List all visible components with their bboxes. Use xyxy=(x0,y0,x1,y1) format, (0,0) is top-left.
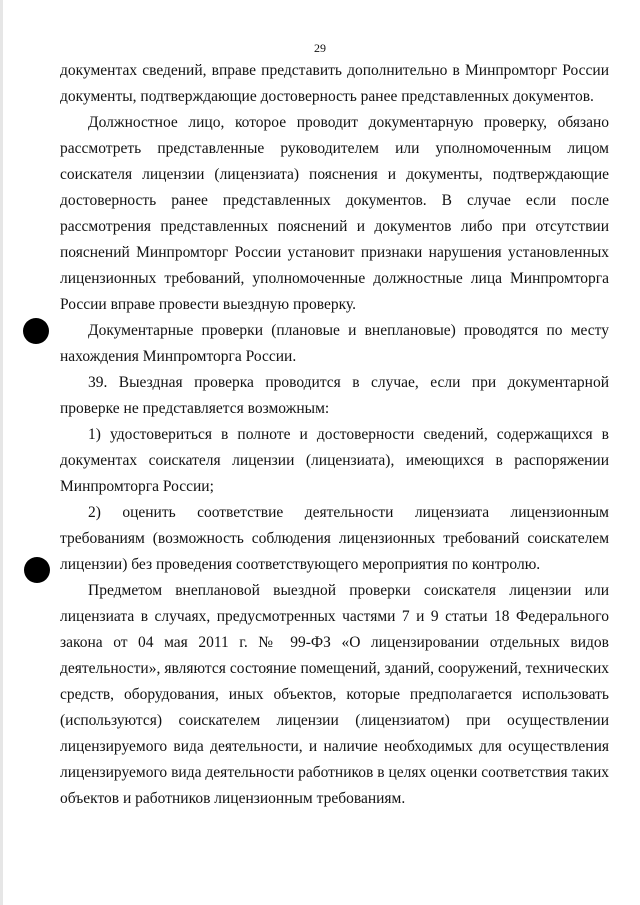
punch-hole-mark xyxy=(24,557,50,583)
punch-hole-mark xyxy=(23,318,49,344)
paragraph-document-review: Должностное лицо, которое проводит документарную проверку, обязано рассмотреть представленные руководителем или уполномоченным лицом соискателя лицензии (лицензиата) пояснения и документы, подтверждающие достоверность ранее представленных документов. В случае если после рассмотрения представленных пояснений и документов либо при отсутствии пояснений Минпромторг России установит признаки нарушения установленных лицензионных требований, уполномоченные должностные лица Минпромторга России вправе провести выездную проверку. xyxy=(60,114,609,313)
paragraph-continuation: документах сведений, вправе представить дополнительно в Минпромторг России документы, подтверждающие достоверность ранее представленных документов. xyxy=(60,62,609,105)
page-number: 29 xyxy=(314,41,326,55)
list-item-1: 1) удостовериться в полноте и достоверности сведений, содержащихся в документах соискателя лицензии (лицензиата), имеющихся в распоряжении Минпромторга России; xyxy=(60,426,609,495)
paragraph-item-39: 39. Выездная проверка проводится в случае, если при документарной проверке не представляется возможным: xyxy=(60,374,609,417)
paragraph-review-location: Документарные проверки (плановые и внеплановые) проводятся по месту нахождения Минпромторга России. xyxy=(60,322,609,365)
document-body xyxy=(60,58,609,812)
paragraph-inspection-subject: Предметом внеплановой выездной проверки соискателя лицензии или лицензиата в случаях, предусмотренных частями 7 и 9 статьи 18 Федерального закона от 04 мая 2011 г. № 99-ФЗ «О лицензировании отдельных видов деятельности», являются состояние помещений, зданий, сооружений, технических средств, оборудования, иных объектов, которые предполагается использовать (используются) соискателем лицензии (лицензиатом) при осуществлении лицензируемого вида деятельности, и наличие необходимых для осуществления лицензируемого вида деятельности работников в целях оценки соответствия таких объектов и работников лицензионным требованиям. xyxy=(60,582,609,807)
list-item-2: 2) оценить соответствие деятельности лицензиата лицензионным требованиям (возможность соблюдения лицензионных требований соискателем лицензии) без проведения соответствующего мероприятия по контролю. xyxy=(60,504,609,573)
page-edge xyxy=(0,0,3,905)
